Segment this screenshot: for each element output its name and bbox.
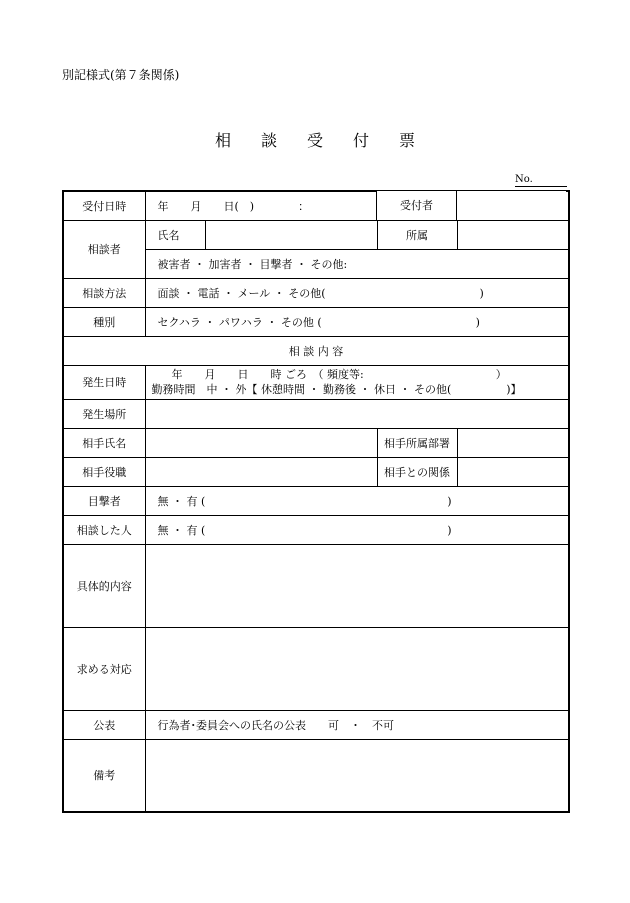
witness-value[interactable]: 無 ・ 有 ( ) — [145, 486, 569, 515]
receiver-label: 受付者 — [377, 191, 456, 220]
occurrence-row — [63, 365, 569, 399]
partner-name-field[interactable] — [145, 428, 377, 457]
partner-dept-field[interactable] — [457, 428, 569, 457]
form-title: 相談受付票 — [214, 131, 445, 150]
consulted-value[interactable]: 無 ・ 有 ( ) — [145, 515, 569, 544]
method-row — [63, 278, 569, 307]
partner-relation-field[interactable] — [457, 457, 569, 486]
occurrence-label: 発生日時 — [63, 365, 145, 399]
partner-position-label: 相手役職 — [63, 457, 145, 486]
occurrence-value[interactable] — [145, 365, 569, 399]
consultant-name-row — [63, 220, 569, 249]
content-header-row — [63, 336, 569, 365]
receiver-field[interactable] — [457, 191, 566, 220]
form-caption: 別記様式(第７条関係) — [62, 68, 180, 82]
publication-value[interactable]: 行為者･委員会への氏名の公表 可 ・ 不可 — [145, 710, 569, 739]
partner-position-row — [63, 457, 569, 486]
request-row — [63, 627, 569, 710]
consultant-dept-field[interactable] — [457, 220, 569, 249]
partner-position-field[interactable] — [145, 457, 377, 486]
method-value[interactable]: 面談 ・ 電話 ・ メール ・ その他( ) — [145, 278, 569, 307]
request-field[interactable] — [145, 627, 569, 710]
consulted-label: 相談した人 — [63, 515, 145, 544]
reception-date-label: 受付日時 — [63, 191, 145, 220]
partner-name-row — [63, 428, 569, 457]
type-row — [63, 307, 569, 336]
number-field[interactable] — [515, 174, 567, 187]
consulted-row — [63, 515, 569, 544]
remarks-label: 備考 — [63, 739, 145, 812]
number-label: No. — [515, 174, 533, 185]
publication-row — [63, 710, 569, 739]
type-label: 種別 — [63, 307, 145, 336]
witness-label: 目撃者 — [63, 486, 145, 515]
occurrence-line1: 年 月 日 時 ごろ （ 頻度等: ） — [171, 368, 507, 381]
partner-name-label: 相手氏名 — [63, 428, 145, 457]
consultant-label: 相談者 — [63, 220, 145, 278]
content-header: 相 談 内 容 — [63, 336, 569, 365]
publication-label: 公表 — [63, 710, 145, 739]
remarks-row — [63, 739, 569, 812]
method-label: 相談方法 — [63, 278, 145, 307]
partner-dept-label: 相手所属部署 — [377, 428, 457, 457]
consultant-dept-label: 所属 — [377, 220, 457, 249]
type-value[interactable]: セクハラ ・ パワハラ ・ その他 ( ) — [145, 307, 569, 336]
request-label: 求める対応 — [63, 627, 145, 710]
partner-relation-label: 相手との関係 — [377, 457, 457, 486]
place-label: 発生場所 — [63, 399, 145, 428]
place-field[interactable] — [145, 399, 569, 428]
reception-date-value[interactable]: 年 月 日( ) ： — [145, 191, 457, 220]
remarks-field[interactable] — [145, 739, 569, 812]
details-field[interactable] — [145, 544, 569, 627]
witness-row — [63, 486, 569, 515]
consultant-name-label: 氏名 — [145, 220, 205, 249]
details-label: 具体的内容 — [63, 544, 145, 627]
place-row — [63, 399, 569, 428]
consultant-name-field[interactable] — [205, 220, 377, 249]
occurrence-line2: 勤務時間 中 ・ 外【 休憩時間 ・ 勤務後 ・ 休日 ・ その他( )】 — [151, 383, 522, 396]
consultant-roles[interactable]: 被害者 ・ 加害者 ・ 目撃者 ・ その他: — [145, 249, 569, 278]
consultation-form-table — [62, 190, 570, 813]
details-row — [63, 544, 569, 627]
